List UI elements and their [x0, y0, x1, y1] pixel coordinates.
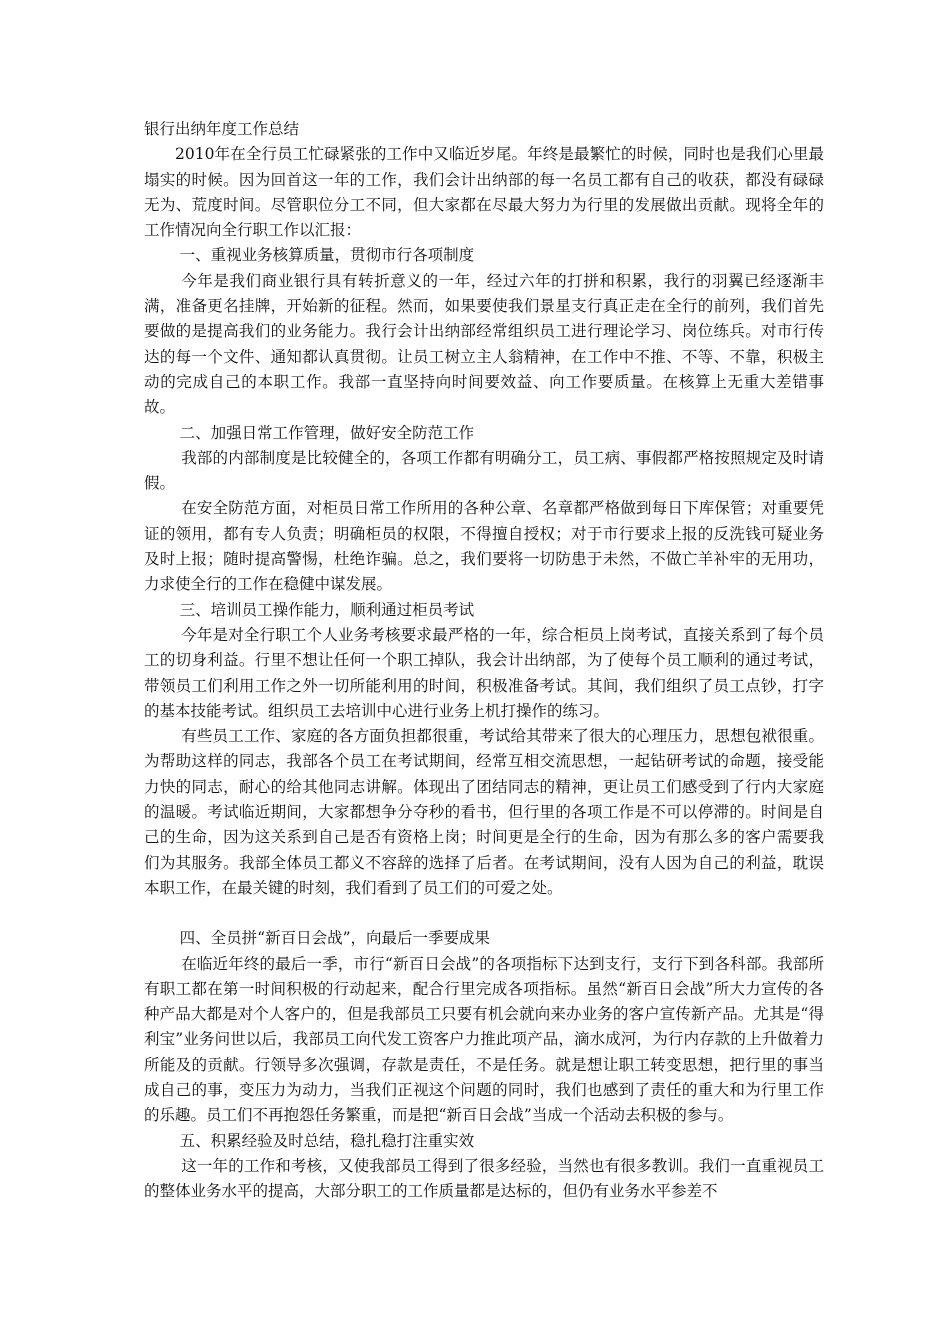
section-2-paragraph-2: 在安全防范方面，对柜员日常工作所用的各种公章、名章都严格做到每日下库保管；对重要凭证的领用，都有专人负责；明确柜员的权限，不得擅自授权；对于市行要求上报的反洗钱可疑业务及时上报；随时提高警惕，杜绝诈骗。总之，我们要将一切防患于未然，不做亡羊补牢的无用功，力求使全行的工作在稳健中谋发展。	[144, 499, 824, 594]
section-heading-5: 五、积累经验及时总结，稳扎稳打注重实效	[179, 1131, 475, 1150]
document-page	[144, 117, 824, 1204]
intro-paragraph: 2010年在全行员工忙碌紧张的工作中又临近岁尾。年终是最繁忙的时候，同时也是我们心里最塌实的时候。因为回首这一年的工作，我们会计出纳部的每一名员工都有自己的收获，都没有碌碌无为、荒度时间。尽管职位分工不同，但大家都在尽最大努力为行里的发展做出贡献。现将全年的工作情况向全行职工作以汇报：	[144, 145, 824, 240]
section-heading-4: 四、全员拼“新百日会战”，向最后一季要成果	[179, 929, 490, 948]
section-3-paragraph-2: 有些员工工作、家庭的各方面负担都很重，考试给其带来了很大的心理压力，思想包袱很重。为帮助这样的同志，我部各个员工在考试期间，经常互相交流思想，一起钻研考试的命题，接受能力快的同志，耐心的给其他同志讲解。体现出了团结同志的精神，更让员工们感受到了行内大家庭的温暖。考试临近期间，大家都想争分夺秒的看书，但行里的各项工作是不可以停滞的。时间是自己的生命，因为这关系到自己是否有资格上岗；时间更是全行的生命，因为有那么多的客户需要我们为其服务。我部全体员工都义不容辞的选择了后者。在考试期间，没有人因为自己的利益，耽误本职工作，在最关键的时刻，我们看到了员工们的可爱之处。	[144, 727, 824, 897]
blank-line	[144, 901, 824, 926]
section-3-paragraph-1: 今年是对全行职工个人业务考核要求最严格的一年，综合柜员上岗考试，直接关系到了每个员工的切身利益。行里不想让任何一个职工掉队，我会计出纳部，为了使每个员工顺利的通过考试，带领员工们利用工作之外一切所能利用的时间，积极准备考试。其间，我们组织了员工点钞，打字的基本技能考试。组织员工去培训中心进行业务上机打操作的练习。	[144, 625, 824, 720]
section-1-paragraph-1: 今年是我们商业银行具有转折意义的一年，经过六年的打拼和积累，我行的羽翼已经逐渐丰满，准备更名挂牌，开始新的征程。然而，如果要使我们景星支行真正走在全行的前列，我们首先要做的是提高我们的业务能力。我行会计出纳部经常组织员工进行理论学习、岗位练兵。对市行传达的每一个文件、通知都认真贯彻。让员工树立主人翁精神，在工作中不推、不等、不靠，积极主动的完成自己的本职工作。我部一直坚持向时间要效益、向工作要质量。在核算上无重大差错事故。	[144, 271, 824, 417]
section-heading-3: 三、培训员工操作能力，顺利通过柜员考试	[179, 600, 475, 619]
section-4-paragraph-1: 在临近年终的最后一季，市行“新百日会战”的各项指标下达到支行，支行下到各科部。我部所有职工都在第一时间积极的行动起来，配合行里完成各项指标。虽然“新百日会战”所大力宣传的各种产品大都是对个人客户的，但是我部员工只要有机会就向来办业务的客户宣传新产品。尤其是“得利宝”业务问世以后，我部员工向代发工资客户力推此项产品，滴水成河，为行内存款的上升做着力所能及的贡献。行领导多次强调，存款是责任，不是任务。就是想让职工转变思想，把行里的事当成自己的事，变压力为动力，当我们正视这个问题的同时，我们也感到了责任的重大和为行里工作的乐趣。员工们不再抱怨任务繁重，而是把“新百日会战”当成一个活动去积极的参与。	[144, 954, 824, 1125]
section-heading-1: 一、重视业务核算质量，贯彻市行各项制度	[179, 246, 475, 265]
section-2-paragraph-1: 我部的内部制度是比较健全的，各项工作都有明确分工，员工病、事假都严格按照规定及时请假。	[144, 448, 824, 493]
document-title: 银行出纳年度工作总结	[144, 120, 300, 138]
section-5-paragraph-1: 这一年的工作和考核，又使我部员工得到了很多经验，当然也有很多教训。我们一直重视员工的整体业务水平的提高，大部分职工的工作质量都是达标的，但仍有业务水平参差不	[144, 1156, 824, 1201]
section-heading-2: 二、加强日常工作管理，做好安全防范工作	[179, 423, 475, 442]
